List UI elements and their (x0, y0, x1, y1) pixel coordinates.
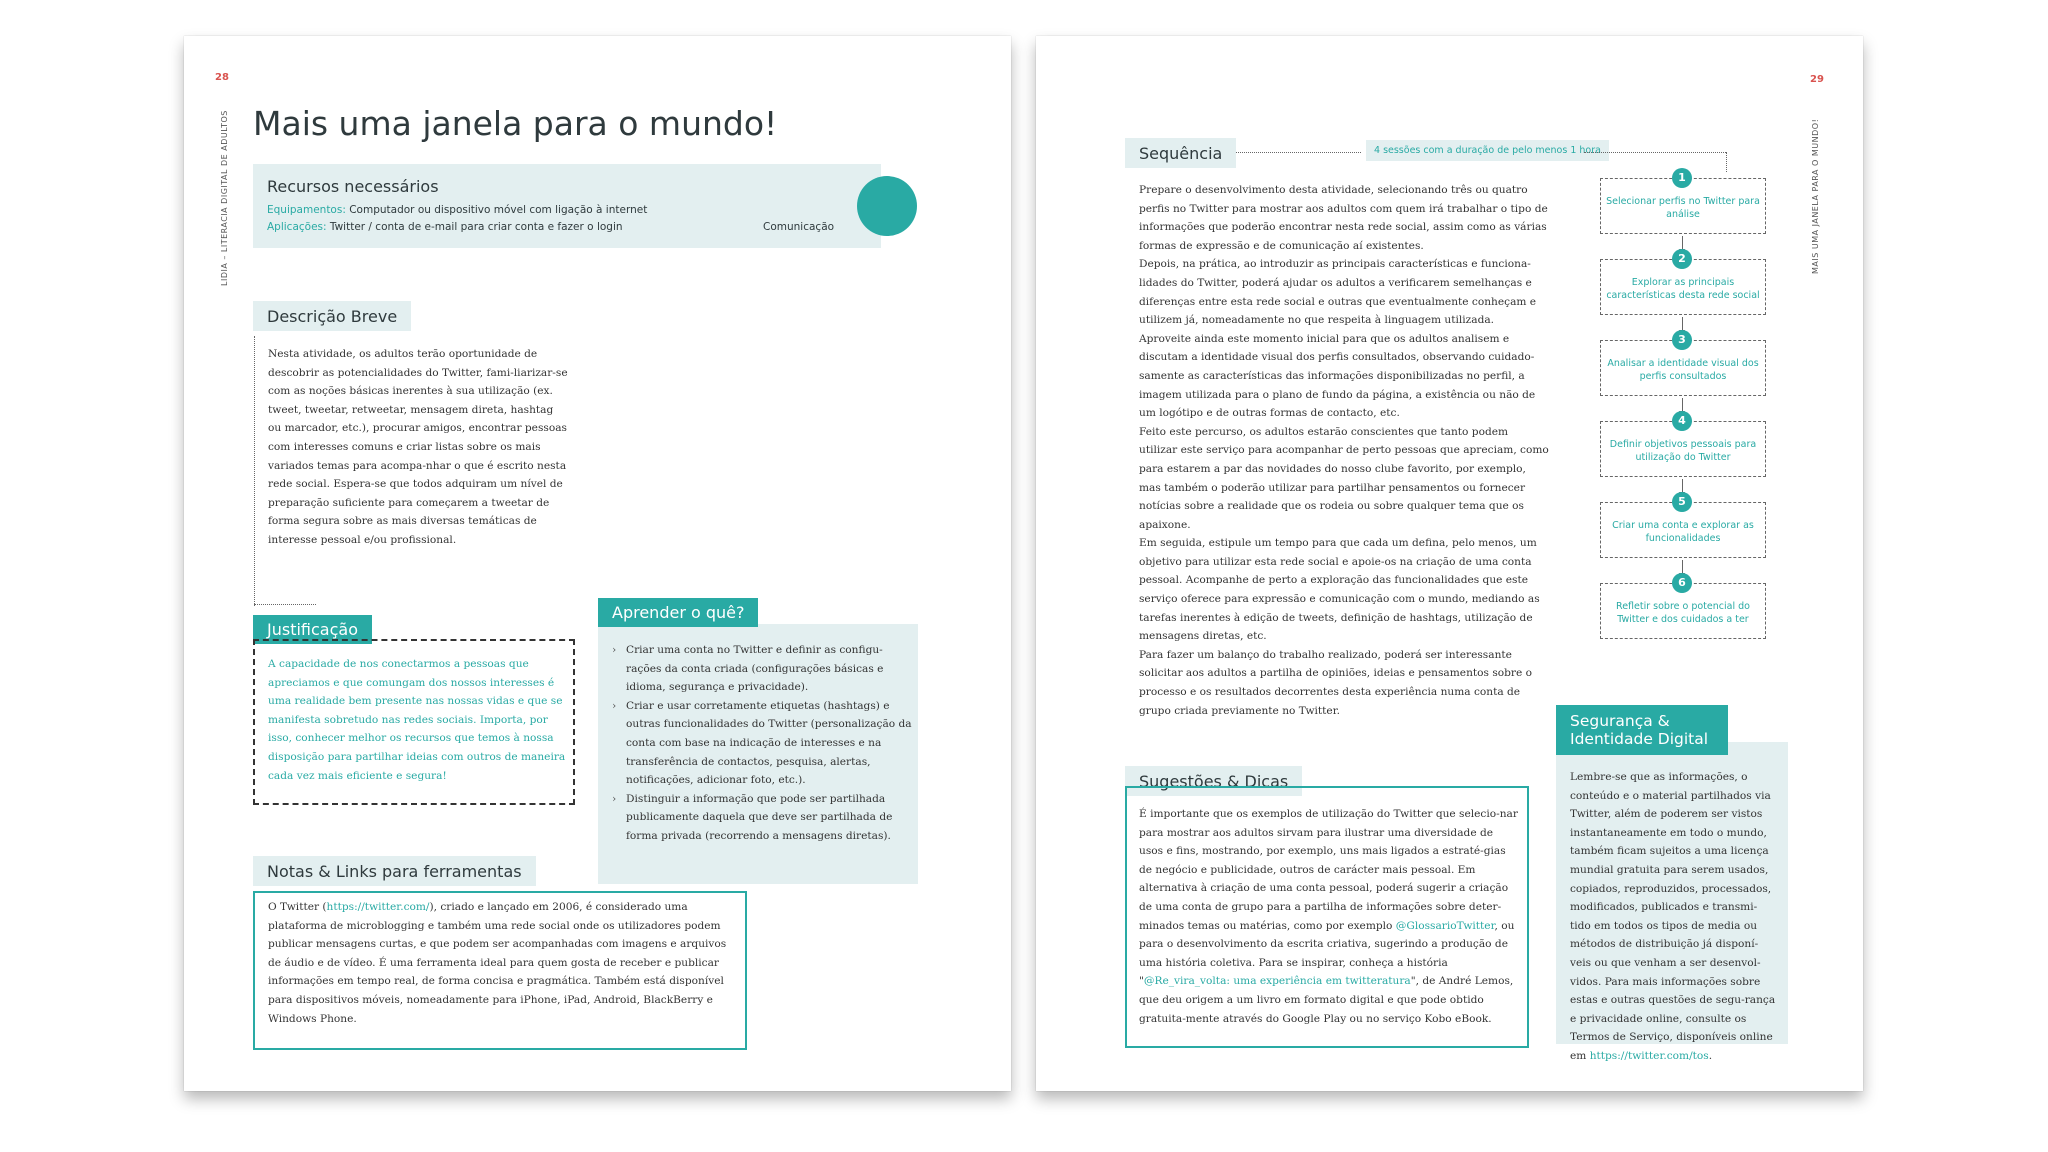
resources-heading: Recursos necessários (267, 177, 439, 196)
sequencia-heading: Sequência (1125, 138, 1236, 168)
dotted-guide (254, 336, 256, 606)
apps-label: Aplicações: (267, 221, 327, 233)
descricao-text: Nesta atividade, os adultos terão oportunidade de descobrir as potencialidades do Twitter, fami-liarizar-se com as noções básicas inerentes à sua utilização (ex. tweet, tweetar, retweetar, mensagem direta, hashtag ou marcador, etc.), procurar amigos, encontrar pessoas com interesses comuns e criar listas sobre os mais variados temas para acompa-nhar o que é escrito nesta rede social. Espera-se que todos adquiram um nível de preparação suficiente para começarem a tweetar de forma segura sobre as mais diversas temáticas de interesse pessoal e/ou profissional. (268, 348, 568, 546)
aprender-item: › Criar e usar corretamente etiquetas (hashtags) e outras funcionalidades do Twitter (personalização da conta com base na indicação de interesses e na transferência de contactos, pesquisa, alertas, notificações, adicionar foto, etc.). (612, 697, 912, 790)
dotted-guide (254, 604, 316, 606)
sugestoes-text-part: ", de André Lemos, que deu origem a um livro em formato digital e que pode obtido gratuita-mente através do Google Play ou no serviço Kobo eBook. (1139, 975, 1514, 1025)
notas-heading: Notas & Links para ferramentas (253, 856, 536, 886)
tos-link[interactable]: https://twitter.com/tos (1589, 1049, 1709, 1062)
aprender-heading: Aprender o quê? (598, 598, 758, 627)
aprender-item: › Distinguir a informação que pode ser partilhada publicamente daquela que deve ser partilhada de forma privada (recorrendo a mensagens diretas). (612, 790, 912, 846)
page-title: Mais uma janela para o mundo! (253, 104, 778, 143)
sugestoes-text-part: É importante que os exemplos de utilização do Twitter que selecio-nar para mostrar aos adultos sirvam para ilustrar uma diversidade de usos e fins, mostrando, por exemplo, uns mais ligados a estraté-gias de negócio e publicidade, outros de carácter mais pessoal. Em alternativa à criação de uma conta pessoal, poderá sugerir a criação de uma conta de grupo para a partilha de informações sobre deter-minados temas ou matérias, como por exemplo (1139, 808, 1518, 932)
seguranca-heading (1556, 705, 1728, 755)
equipment-label: Equipamentos: (267, 204, 346, 216)
sequencia-paragraph: Feito este percurso, os adultos estarão conscientes que tanto podem utilizar este serviço para acompanhar de perto pessoas que apreciam, como para estarem a par das novidades do nosso clube favorito, por exemplo, mas também o poderão utilizar para partilhar pensamentos ou fornecer notícias sobre a realidade que os rodeia ou sobre qualquer tema que os apaixone. (1139, 425, 1549, 531)
sugestoes-text (1139, 805, 1519, 1028)
resources-box (253, 164, 881, 248)
page-number: 29 (1810, 74, 1824, 85)
bottom-illustration (784, 876, 984, 1056)
seguranca-text-part: . (1708, 1049, 1713, 1062)
seguranca-text-part: Lembre-se que as informações, o conteúdo e o material partilhados via Twitter, além de poderem ser vistos instantaneamente em todo o mundo, também ficam sujeitos a uma licença mundial gratuita para serem usados, copiados, reproduzidos, processados, modificados, publicados e transmi-tido em todos os tipos de media ou métodos de distribuição já disponí-veis ou que venham a ser desenvol-vidos. Para mais informações sobre estas e outras questões de segu-rança e privacidade online, consulte os Termos de Serviço, disponíveis online em (1570, 771, 1776, 1062)
twitter-illustration (584, 276, 964, 606)
sequencia-paragraph: Depois, na prática, ao introduzir as principais características e funciona-lidades do Twitter, poderá ajudar os adultos a verificarem semelhanças e diferenças entre esta rede social e outras que eventualmente conheçam e utilizem já, nomeadamente no que respeita à linguagem utilizada. (1139, 258, 1537, 327)
step-number: 5 (1672, 492, 1692, 512)
step-number: 1 (1672, 168, 1692, 188)
justificacao-text: A capacidade de nos conectarmos a pessoas que apreciamos e que comungam dos nossos interesses é uma realidade bem presente nas nossas vidas e que se manifesta sobretudo nas redes sociais. Importa, por isso, conhecer melhor os recursos que temos à nossa disposição para partilhar ideias com outros de maneira cada vez mais eficiente e segura! (268, 658, 566, 782)
sequencia-paragraph: Em seguida, estipule um tempo para que cada um defina, pelo menos, um objetivo para utilizar esta rede social e apoie-os na criação de uma conta pessoal. Acompanhe de perto a exploração das funcionalidades que este serviço oferece para expressão e comunicação com o mundo, mediando as tarefas inerentes à edição de tweets, definição de hashtags, utilização de mensagens diretas, etc. (1139, 537, 1540, 643)
dotted-guide (1726, 152, 1727, 172)
icon-caption: Comunicação (763, 221, 835, 233)
vertical-running-head: LIDIA – LITERACIA DIGITAL DE ADULTOS (220, 110, 229, 286)
step-box (1600, 252, 1766, 315)
seguranca-text (1570, 768, 1776, 1066)
dotted-guide (1584, 152, 1726, 153)
vertical-running-head: MAIS UMA JANELA PARA O MUNDO! (1811, 118, 1820, 274)
step-label: Explorar as principais características desta rede social (1606, 277, 1760, 301)
duration-badge: 4 sessões com a duração de pelo menos 1 hora (1366, 140, 1609, 161)
step-label: Refletir sobre o potencial do Twitter e dos cuidados a ter (1616, 601, 1750, 625)
notas-text (268, 898, 736, 1028)
revira-volta-link[interactable]: @Re_vira_volta: uma experiência em twitteratura (1143, 975, 1411, 988)
equipment-line (267, 204, 647, 216)
sequencia-text (1139, 181, 1549, 720)
steps-flow (1600, 171, 1770, 676)
right-page (1036, 36, 1863, 1091)
twitter-link[interactable]: https://twitter.com/ (326, 901, 430, 913)
apps-value: Twitter / conta de e-mail para criar conta e fazer o login (329, 221, 623, 233)
sequencia-paragraph: Para fazer um balanço do trabalho realizado, poderá ser interessante solicitar aos adultos a partilha de opiniões, ideias e pensamentos sobre o processo e os resultados decorrentes desta experiência numa conta de grupo criada previamente no Twitter. (1139, 648, 1533, 717)
glossario-link[interactable]: @GlossarioTwitter (1395, 919, 1495, 932)
bar-chart-icon (857, 176, 917, 236)
aprender-item: › Criar uma conta no Twitter e definir as configu-rações da conta criada (configurações básicas e idioma, segurança e privacidade). (612, 641, 912, 697)
seguranca-heading-line: Segurança & (1570, 712, 1670, 730)
step-box (1600, 414, 1766, 477)
sugestoes-text-part: , ou para o desenvolvimento da escrita criativa, sugerindo a produção de uma história coletiva. Para se inspirar, conheça a história " (1139, 919, 1515, 988)
apps-line (267, 221, 623, 233)
equipment-value: Computador ou dispositivo móvel com ligação à internet (349, 204, 648, 216)
step-label: Criar uma conta e explorar as funcionalidades (1612, 520, 1754, 544)
step-label: Selecionar perfis no Twitter para análise (1606, 196, 1760, 220)
dotted-guide (1236, 152, 1361, 153)
step-label: Analisar a identidade visual dos perfis consultados (1607, 358, 1759, 382)
notas-text-part: ), criado e lançado em 2006, é considerado uma plataforma de microblogging e também uma rede social onde os utilizadores podem publicar mensagens curtas, e que podem ser acompanhadas com imagens e arquivos de áudio e de vídeo. É uma ferramenta ideal para quem gosta de receber e publicar informações em tempo real, de forma concisa e pragmática. Também está disponível para dispositivos móveis, nomeadamente para iPhone, iPad, Android, BlackBerry e Windows Phone. (268, 901, 727, 1025)
step-box (1600, 576, 1766, 639)
sequencia-paragraph: Aproveite ainda este momento inicial para que os adultos analisem e discutam a identidade visual dos perfis consultados, observando cuidado-samente as características das informações disponibilizadas no perfil, a imagem utilizada para o plano de fundo da página, a existência ou não de um logótipo e de outras formas de contacto, etc. (1139, 332, 1536, 420)
left-page (184, 36, 1011, 1091)
notas-text-part: O Twitter ( (268, 901, 327, 913)
step-box (1600, 333, 1766, 396)
step-number: 2 (1672, 249, 1692, 269)
step-number: 3 (1672, 330, 1692, 350)
step-number: 4 (1672, 411, 1692, 431)
sugestoes-heading: Sugestões & Dicas (1125, 766, 1302, 796)
sequencia-paragraph: Prepare o desenvolvimento desta atividade, selecionando três ou quatro perfis no Twitter para mostrar aos adultos com quem irá trabalhar o tipo de informações que poderão encontrar nesta rede social, assim como as várias formas de expressão e de comunicação aí existentes. (1139, 184, 1548, 252)
step-box (1600, 171, 1766, 234)
step-box (1600, 495, 1766, 558)
justificacao-heading: Justificação (253, 615, 372, 644)
descricao-heading: Descrição Breve (253, 301, 411, 331)
aprender-list (612, 641, 912, 846)
step-label: Definir objetivos pessoais para utilização do Twitter (1609, 439, 1757, 463)
step-number: 6 (1672, 573, 1692, 593)
page-number: 28 (215, 72, 229, 83)
seguranca-heading-line: Identidade Digital (1570, 730, 1709, 748)
